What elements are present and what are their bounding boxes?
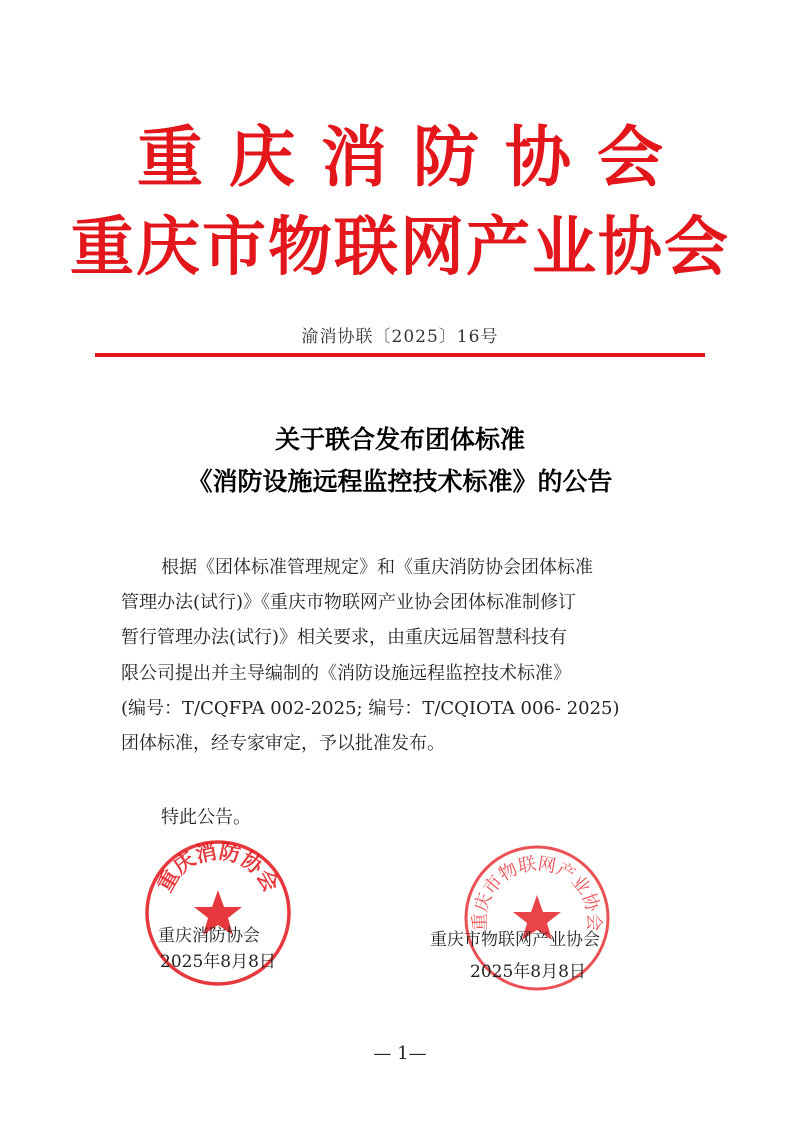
- body-line: 限公司提出并主导编制的《消防设施远程监控技术标准》: [121, 662, 571, 684]
- body-line: (编号：T/CQFPA 002-2025; 编号：T/CQIOTA 006- 2025): [121, 697, 620, 719]
- signature-name-1: 重庆消防协会: [158, 926, 260, 946]
- org-name-fire-association: 重庆消防协会: [137, 119, 689, 196]
- signature-date-1: 2025年8月8日: [160, 952, 276, 972]
- body-line: 团体标准，经专家审定，予以批准发布。: [121, 732, 445, 754]
- title-line-2: 《消防设施远程监控技术标准》的公告: [187, 467, 613, 496]
- title-line-1: 关于联合发布团体标准: [274, 425, 525, 454]
- body-line: 暂行管理办法(试行)》相关要求，由重庆远届智慧科技有: [121, 627, 568, 649]
- signature-name-2: 重庆市物联网产业协会: [430, 930, 600, 950]
- org-name-iot-association: 重庆市物联网产业协会: [70, 211, 730, 285]
- body-paragraph: [121, 550, 691, 761]
- page-number: — 1—: [373, 1043, 427, 1064]
- red-divider-line: [95, 353, 705, 357]
- document-number: 渝消协联〔2025〕16号: [301, 327, 499, 347]
- svg-text:重庆消防协会: 重庆消防协会: [152, 839, 284, 896]
- body-line: 根据《团体标准管理规定》和《重庆消防协会团体标准: [161, 557, 593, 578]
- body-line: 管理办法(试行)》《重庆市物联网产业协会团体标准制修订: [121, 592, 577, 614]
- signature-date-2: 2025年8月8日: [470, 962, 586, 982]
- svg-text:重庆市物联网产业协会: 重庆市物联网产业协会: [469, 853, 605, 932]
- closing-text: 特此公告。: [161, 807, 251, 828]
